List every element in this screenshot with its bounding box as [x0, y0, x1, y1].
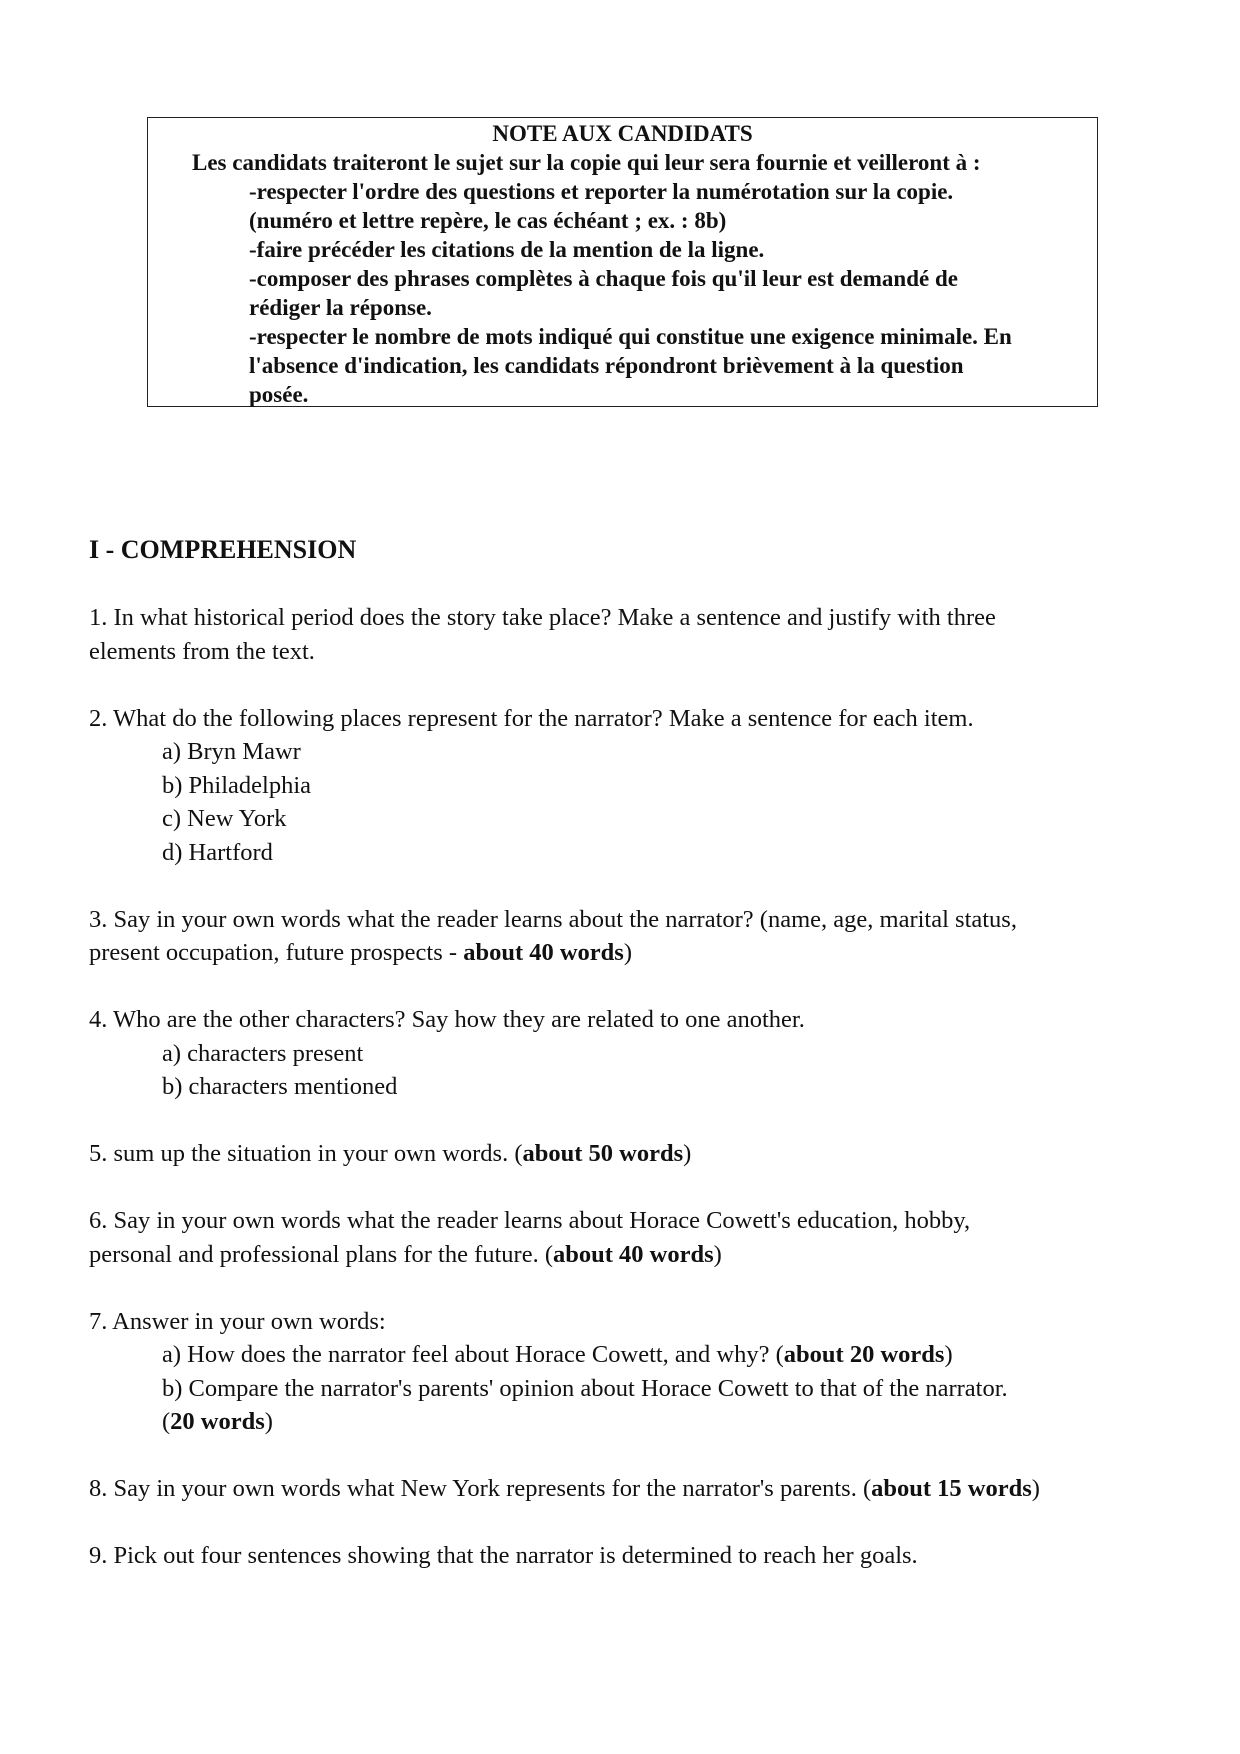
question-list	[89, 601, 1159, 1606]
question-text: 2. What do the following places represent for the narrator? Make a sentence for each item.	[89, 704, 974, 732]
note-intro: Les candidats traiteront le sujet sur la copie qui leur sera fournie et veilleront à :	[192, 150, 981, 175]
question-text	[89, 1238, 1159, 1272]
sub-item: b) Compare the narrator's parents' opinion about Horace Cowett to that of the narrator.	[162, 1374, 1008, 1402]
section-title: I - COMPREHENSION	[89, 535, 357, 564]
question-text-part: )	[683, 1140, 692, 1167]
note-title: NOTE AUX CANDIDATS	[492, 121, 753, 146]
question-9	[89, 1539, 1159, 1573]
note-line: -respecter le nombre de mots indiqué qui constitue une exigence minimale. En	[249, 324, 1012, 349]
sub-item	[89, 1405, 1159, 1439]
sub-item: a) Bryn Mawr	[162, 738, 301, 765]
question-text: 6. Say in your own words what the reader learns about Horace Cowett's education, hobby,	[89, 1207, 971, 1234]
note-line: -composer des phrases complètes à chaque fois qu'il leur est demandé de	[249, 266, 958, 291]
note-line: posée.	[249, 382, 309, 407]
note-line: l'absence d'indication, les candidats répondront brièvement à la question	[249, 353, 964, 378]
question-7	[89, 1305, 1159, 1439]
word-count: 20 words	[170, 1408, 265, 1435]
sub-item: b) Philadelphia	[162, 771, 312, 799]
note-line: rédiger la réponse.	[249, 295, 432, 320]
question-text-part: (	[162, 1408, 171, 1435]
sub-item: d) Hartford	[162, 838, 273, 866]
word-count: about 15 words	[871, 1475, 1032, 1502]
question-text-part: 5. sum up the situation in your own words. (	[89, 1140, 523, 1167]
question-text	[89, 936, 1159, 970]
note-line: -respecter l'ordre des questions et reporter la numérotation sur la copie.	[249, 179, 954, 204]
word-count: about 50 words	[522, 1140, 684, 1167]
question-text: 3. Say in your own words what the reader learns about the narrator? (name, age, marital status,	[89, 905, 1017, 933]
question-2	[89, 702, 1159, 870]
question-text-part: )	[1031, 1475, 1040, 1502]
sub-item: b) characters mentioned	[162, 1073, 398, 1100]
question-8	[89, 1472, 1159, 1506]
question-text-part: present occupation, future prospects -	[89, 939, 464, 966]
question-5	[89, 1137, 1159, 1171]
question-6	[89, 1204, 1159, 1271]
question-text-part: )	[944, 1341, 953, 1368]
question-text: 9. Pick out four sentences showing that the narrator is determined to reach her goals.	[89, 1542, 918, 1569]
question-text-part: )	[623, 939, 632, 966]
note-instructions	[249, 177, 1089, 409]
sub-item: c) New York	[162, 805, 287, 832]
note-line: -faire précéder les citations de la mention de la ligne.	[249, 237, 765, 262]
question-text-part: personal and professional plans for the future. (	[89, 1240, 553, 1268]
question-text	[89, 1137, 1159, 1171]
question-text: 4. Who are the other characters? Say how they are related to one another.	[89, 1006, 805, 1033]
question-text: elements from the text.	[89, 637, 315, 665]
question-text-part: )	[713, 1240, 722, 1268]
question-text-part: 8. Say in your own words what New York represents for the narrator's parents. (	[89, 1475, 872, 1502]
question-text: 1. In what historical period does the story take place? Make a sentence and justify with three	[89, 604, 996, 631]
question-text-part: a) How does the narrator feel about Horace Cowett, and why? (	[162, 1341, 784, 1368]
word-count: about 20 words	[783, 1341, 945, 1368]
word-count: about 40 words	[463, 939, 624, 966]
note-line: (numéro et lettre repère, le cas échéant ; ex. : 8b)	[249, 208, 727, 233]
word-count: about 40 words	[553, 1240, 714, 1268]
sub-item	[89, 1338, 1159, 1372]
question-text: 7. Answer in your own words:	[89, 1307, 386, 1335]
question-3	[89, 903, 1159, 970]
question-text-part: )	[264, 1408, 273, 1435]
question-text	[89, 1472, 1159, 1506]
sub-item: a) characters present	[162, 1039, 364, 1067]
question-4	[89, 1003, 1159, 1104]
note-box	[147, 117, 1098, 407]
question-1	[89, 601, 1159, 668]
